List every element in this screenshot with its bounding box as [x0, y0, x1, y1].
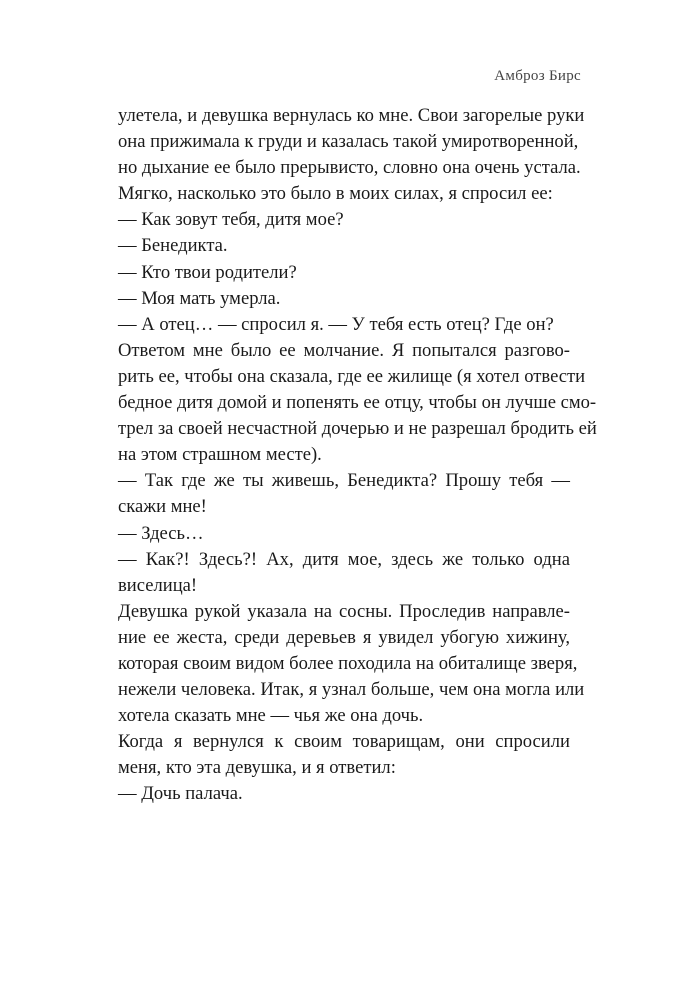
- text-line: Ответом мне было ее молчание. Я попытался разгово-: [118, 339, 570, 361]
- text-line: улетела, и девушка вернулась ко мне. Свои загорелые руки: [118, 105, 585, 126]
- text-line: Когда я вернулся к своим товарищам, они спросили: [118, 731, 570, 753]
- text-line: на этом страшном месте).: [118, 444, 322, 466]
- text-line: которая своим видом более походила на обиталище зверя,: [118, 652, 578, 674]
- text-line: она прижимала к груди и казалась такой умиротворенной,: [118, 131, 579, 153]
- text-line: скажи мне!: [118, 496, 207, 518]
- text-line: Девушка рукой указала на сосны. Проследив направле-: [118, 600, 570, 622]
- text-line: — Здесь…: [118, 522, 204, 544]
- text-line: — Кто твои родители?: [118, 261, 297, 283]
- text-line: рить ее, чтобы она сказала, где ее жилище (я хотел отвести: [118, 365, 586, 387]
- text-line: — Как?! Здесь?! Ах, дитя мое, здесь же только одна: [118, 548, 570, 570]
- text-line: — Моя мать умерла.: [118, 287, 281, 309]
- text-line: бедное дитя домой и попенять ее отцу, чтобы он лучше смо-: [118, 392, 597, 414]
- text-line: Мягко, насколько это было в моих силах, я спросил ее:: [118, 183, 553, 205]
- text-line: — А отец… — спросил я. — У тебя есть отец? Где он?: [118, 313, 554, 335]
- running-header: Амброз Бирс: [494, 68, 581, 84]
- text-line: трел за своей несчастной дочерью и не разрешал бродить ей: [118, 418, 597, 440]
- text-line: меня, кто эта девушка, и я ответил:: [118, 757, 396, 779]
- text-line: ние ее жеста, среди деревьев я увидел убогую хижину,: [118, 626, 570, 648]
- text-line: нежели человека. Итак, я узнал больше, чем она могла или: [118, 679, 585, 701]
- text-line: — Дочь палача.: [118, 783, 243, 805]
- page-body-text: [118, 103, 597, 808]
- text-line: — Бенедикта.: [118, 235, 228, 257]
- text-line: виселица!: [118, 574, 198, 596]
- text-line: — Как зовут тебя, дитя мое?: [118, 209, 344, 231]
- text-line: — Так где же ты живешь, Бенедикта? Прошу тебя —: [118, 470, 570, 492]
- text-line: но дыхание ее было прерывисто, словно она очень устала.: [118, 157, 581, 179]
- text-line: хотела сказать мне — чья же она дочь.: [118, 705, 424, 727]
